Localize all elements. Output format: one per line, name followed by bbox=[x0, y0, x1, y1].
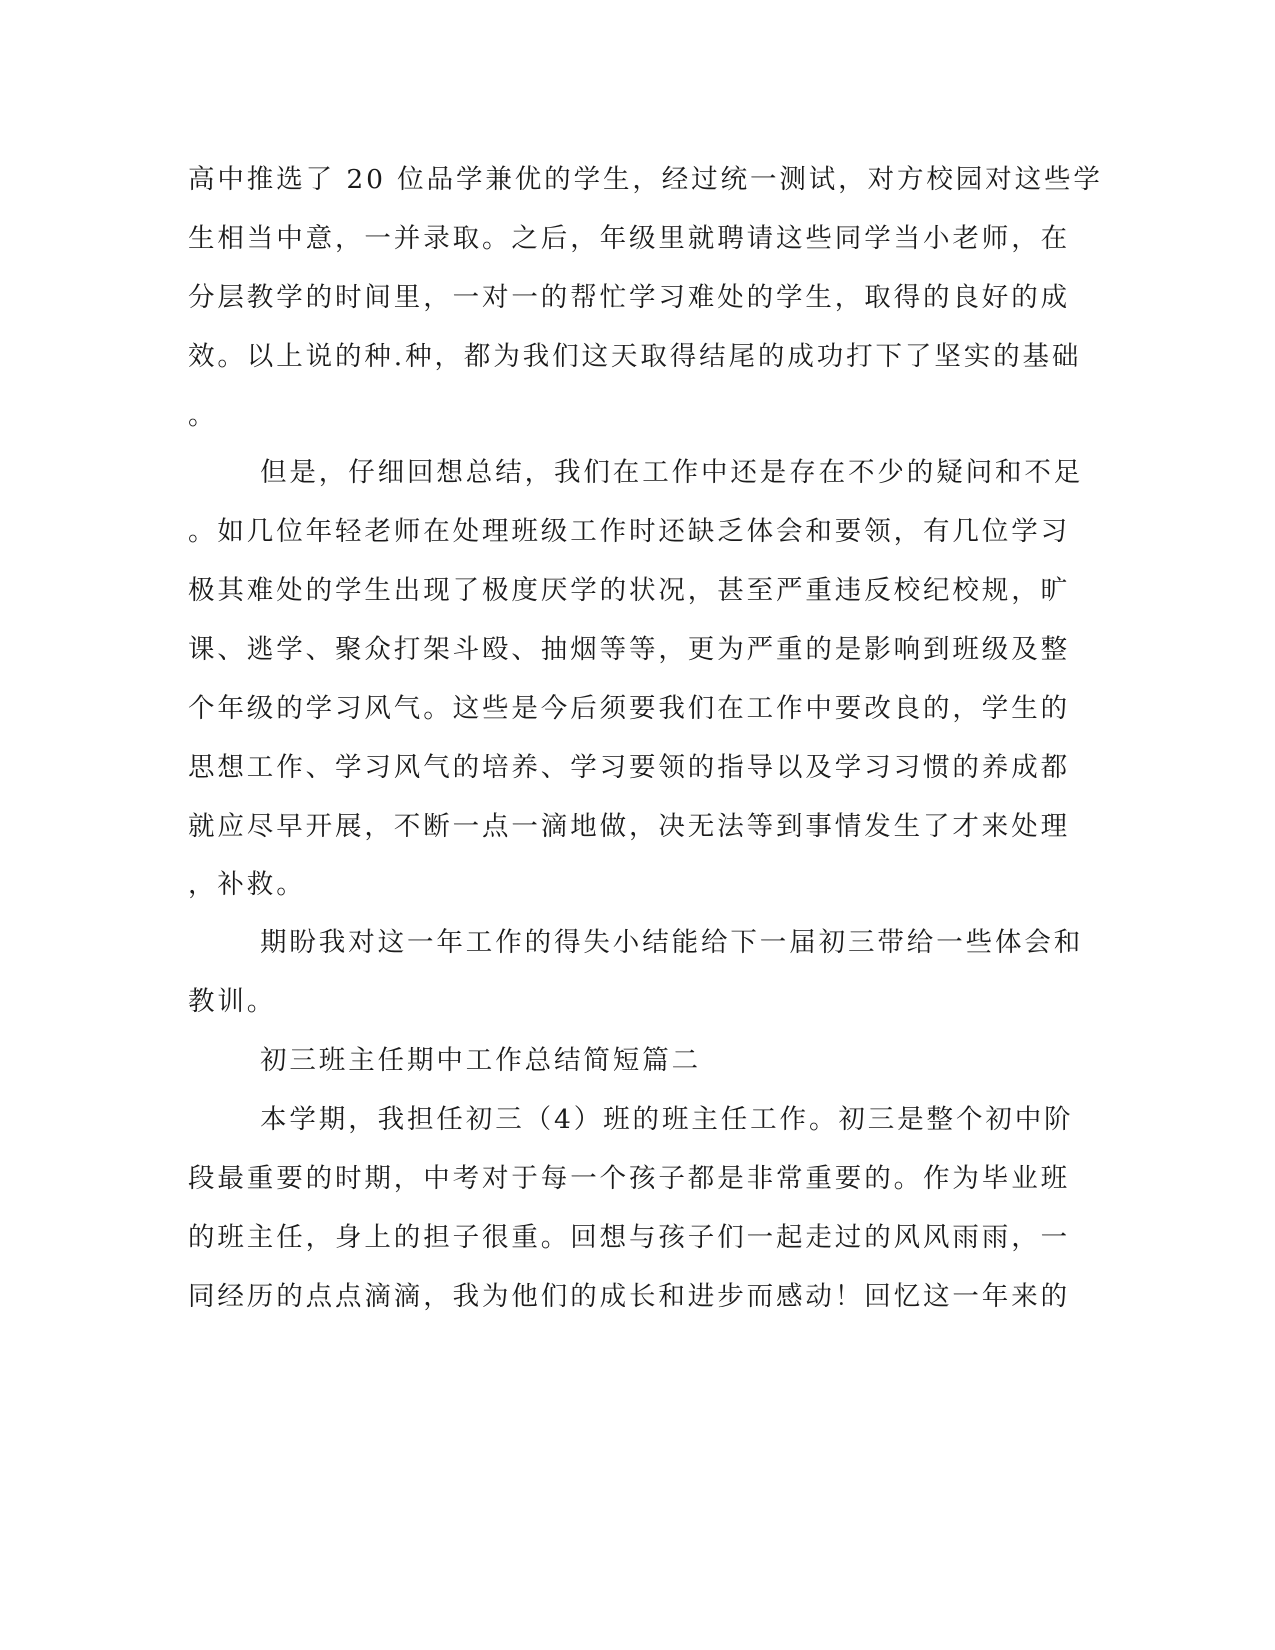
paragraph-start-line: 期盼我对这一年工作的得失小结能给下一届初三带给一些体会和 bbox=[260, 927, 1084, 958]
text-line: 高中推选了 20 位品学兼优的学生，经过统一测试，对方校园对这些学 bbox=[188, 164, 1103, 195]
text-line: 课、逃学、聚众打架斗殴、抽烟等等，更为严重的是影响到班级及整 bbox=[188, 634, 1070, 665]
paragraph-start-line: 本学期，我担任初三（4）班的班主任工作。初三是整个初中阶 bbox=[260, 1104, 1074, 1135]
text-line: 同经历的点点滴滴，我为他们的成长和进步而感动！回忆这一年来的 bbox=[188, 1281, 1070, 1312]
text-line: 教训。 bbox=[188, 986, 277, 1017]
text-line: 。如几位年轻老师在处理班级工作时还缺乏体会和要领，有几位学习 bbox=[188, 516, 1070, 547]
text-line: 思想工作、学习风气的培养、学习要领的指导以及学习习惯的养成都 bbox=[188, 752, 1070, 783]
paragraph-start-line: 但是，仔细回想总结，我们在工作中还是存在不少的疑问和不足 bbox=[260, 457, 1084, 488]
text-line: 就应尽早开展，不断一点一滴地做，决无法等到事情发生了才来处理 bbox=[188, 811, 1070, 842]
text-line: 极其难处的学生出现了极度厌学的状况，甚至严重违反校纪校规，旷 bbox=[188, 575, 1070, 606]
text-line: 分层教学的时间里，一对一的帮忙学习难处的学生，取得的良好的成 bbox=[188, 282, 1070, 313]
text-line: ，补救。 bbox=[188, 869, 306, 900]
text-line: 效。以上说的种.种，都为我们这天取得结尾的成功打下了坚实的基础 bbox=[188, 341, 1082, 372]
text-line: 。 bbox=[188, 400, 218, 431]
section-heading: 初三班主任期中工作总结简短篇二 bbox=[260, 1045, 701, 1076]
text-line: 的班主任，身上的担子很重。回想与孩子们一起走过的风风雨雨，一 bbox=[188, 1222, 1070, 1253]
text-line: 生相当中意，一并录取。之后，年级里就聘请这些同学当小老师，在 bbox=[188, 223, 1070, 254]
text-line: 段最重要的时期，中考对于每一个孩子都是非常重要的。作为毕业班 bbox=[188, 1163, 1070, 1194]
text-line: 个年级的学习风气。这些是今后须要我们在工作中要改良的，学生的 bbox=[188, 693, 1070, 724]
